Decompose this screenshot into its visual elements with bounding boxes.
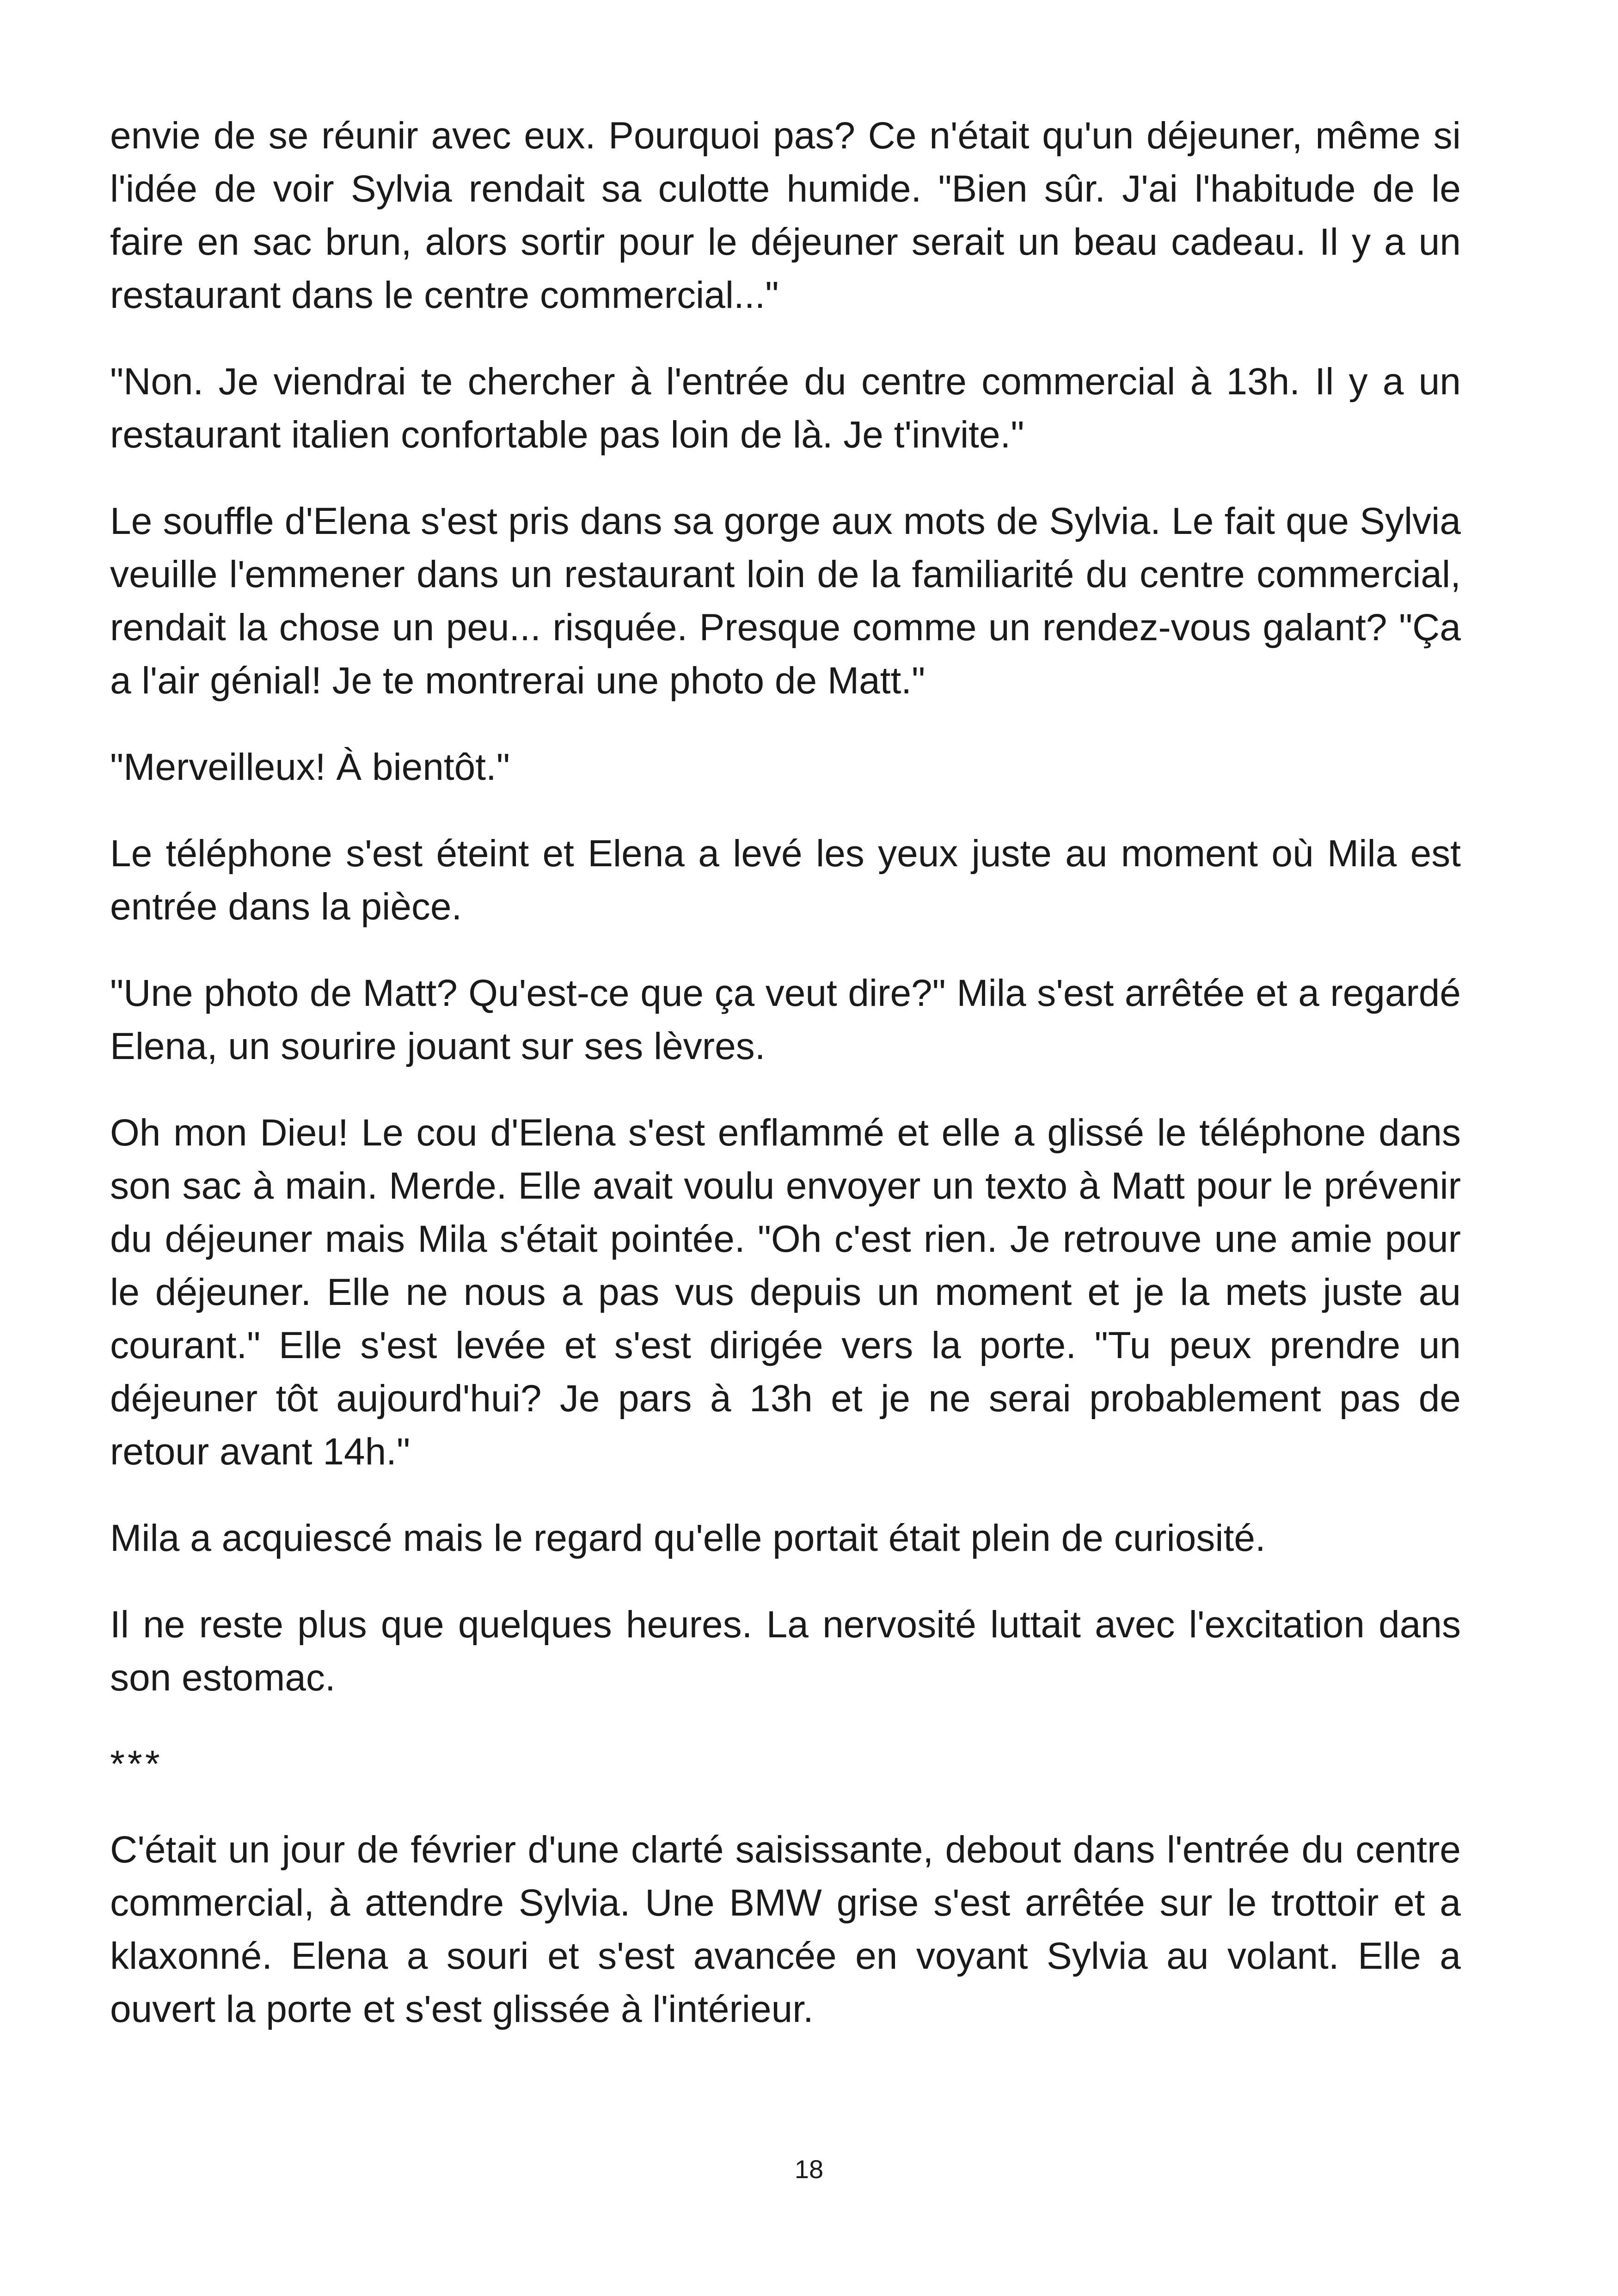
paragraph: Le souffle d'Elena s'est pris dans sa gorge aux mots de Sylvia. Le fait que Sylvia veuille l'emmener dans un restaurant loin de la familiarité du centre commercial, rendait la chose un peu... risquée. Presque comme un rendez-vous galant? "Ça a l'air génial! Je te montrerai une photo de Matt." [110,500,1461,702]
paragraph: Oh mon Dieu! Le cou d'Elena s'est enflammé et elle a glissé le téléphone dans son sac à main. Merde. Elle avait voulu envoyer un texto à Matt pour le prévenir du déjeuner mais Mila s'était pointée. "Oh c'est rien. Je retrouve une amie pour le déjeuner. Elle ne nous a pas vus depuis un moment et je la mets juste au courant." Elle s'est levée et s'est dirigée vers la porte. "Tu peux prendre un déjeuner tôt aujourd'hui? Je pars à 13h et je ne serai probablement pas de retour avant 14h." [110,1112,1461,1473]
paragraph: "Non. Je viendrai te chercher à l'entrée du centre commercial à 13h. Il y a un restaurant italien confortable pas loin de là. Je t'invite." [110,361,1461,456]
page-number: 18 [794,2155,824,2184]
scene-break: *** [110,1743,163,1785]
paragraph: C'était un jour de février d'une clarté saisissante, debout dans l'entrée du centre commercial, à attendre Sylvia. Une BMW grise s'est arrêtée sur le trottoir et a klaxonné. Elena a souri et s'est avancée en voyant Sylvia au volant. Elle a ouvert la porte et s'est glissée à l'intérieur. [110,1829,1461,2030]
paragraph: "Une photo de Matt? Qu'est-ce que ça veut dire?" Mila s'est arrêtée et a regardé Elena, un sourire jouant sur ses lèvres. [110,972,1461,1067]
paragraph: "Merveilleux! À bientôt." [110,746,510,788]
paragraph: envie de se réunir avec eux. Pourquoi pas? Ce n'était qu'un déjeuner, même si l'idée de voir Sylvia rendait sa culotte humide. "Bien sûr. J'ai l'habitude de le faire en sac brun, alors sortir pour le déjeuner serait un beau cadeau. Il y a un restaurant dans le centre commercial..." [110,115,1461,316]
paragraph: Mila a acquiescé mais le regard qu'elle portait était plein de curiosité. [110,1517,1266,1559]
paragraph: Le téléphone s'est éteint et Elena a levé les yeux juste au moment où Mila est entrée dans la pièce. [110,833,1461,928]
body-text [110,109,1461,2069]
paragraph: Il ne reste plus que quelques heures. La nervosité luttait avec l'excitation dans son estomac. [110,1604,1461,1699]
